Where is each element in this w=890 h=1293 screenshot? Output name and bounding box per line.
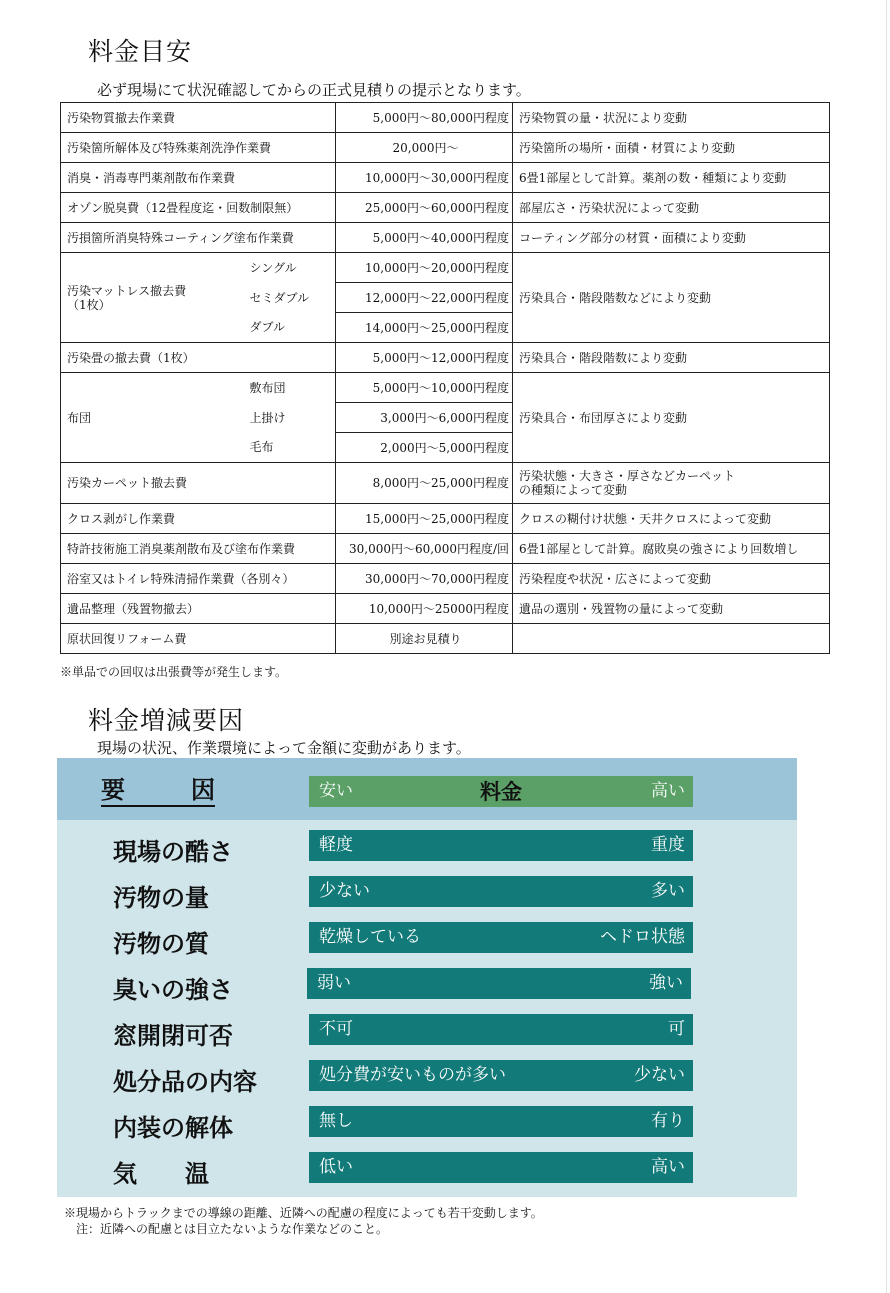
- mattress-sub-price: 10,000円～20,000円程度: [336, 253, 513, 283]
- row-item: 汚染箇所解体及び特殊薬剤洗浄作業費: [61, 133, 336, 163]
- row-item: 原状回復リフォーム費: [61, 624, 336, 654]
- row-price: 20,000円～: [336, 133, 513, 163]
- factor-bar: [309, 876, 693, 907]
- factor-high: 可: [668, 1019, 685, 1039]
- factor-bar: [309, 1152, 693, 1183]
- row-item: 汚染物質撤去作業費: [61, 103, 336, 133]
- row-note: 汚染程度や状況・広さによって変動: [513, 564, 830, 594]
- table-row: [61, 133, 830, 163]
- row-price: 30,000円～70,000円程度: [336, 564, 513, 594]
- row-item: 汚損箇所消臭特殊コーティング塗布作業費: [61, 223, 336, 253]
- factor-panel-header: [57, 758, 797, 820]
- row-price: 5,000円～12,000円程度: [336, 343, 513, 373]
- factor-high: 重度: [651, 835, 685, 855]
- futon-sub-label: 敷布団: [244, 373, 336, 403]
- table-row: [61, 463, 830, 504]
- table-row-mattress: [61, 253, 830, 283]
- factor-low: 少ない: [319, 881, 370, 901]
- carpet-note-line2: の種類によって変動: [519, 483, 628, 497]
- futon-sub-price: 5,000円～10,000円程度: [336, 373, 513, 403]
- table-row: [61, 223, 830, 253]
- factor-high: 強い: [649, 973, 683, 993]
- factor-panel: [57, 758, 797, 1197]
- row-note: [513, 463, 830, 504]
- table-row: [61, 103, 830, 133]
- row-note: 汚染具合・階段階数により変動: [513, 343, 830, 373]
- mattress-sub-price: 14,000円～25,000円程度: [336, 313, 513, 343]
- price-scale-bar: [309, 776, 693, 807]
- mattress-note: 汚染具合・階段階数などにより変動: [513, 253, 830, 343]
- table-row: [61, 564, 830, 594]
- price-scale-high: 高い: [651, 781, 685, 801]
- row-price: 10,000円～25000円程度: [336, 594, 513, 624]
- factor-bar: [309, 922, 693, 953]
- table-row: [61, 504, 830, 534]
- row-price: 10,000円～30,000円程度: [336, 163, 513, 193]
- row-price: 5,000円～80,000円程度: [336, 103, 513, 133]
- mattress-item-count: （1枚）: [67, 297, 111, 312]
- futon-note: 汚染具合・布団厚さにより変動: [513, 373, 830, 463]
- row-note: 遺品の選別・残置物の量によって変動: [513, 594, 830, 624]
- factor-low: 乾燥している: [319, 927, 421, 947]
- row-item: オゾン脱臭費（12畳程度迄・回数制限無）: [61, 193, 336, 223]
- row-price: 別途お見積り: [336, 624, 513, 654]
- carpet-note-line1: 汚染状態・大きさ・厚さなどカーペット: [519, 469, 736, 483]
- table-row-futon: [61, 373, 830, 403]
- factor-name: 汚物の質: [113, 929, 209, 958]
- heading-underline: [101, 805, 215, 807]
- row-item: 汚染カーペット撤去費: [61, 463, 336, 504]
- factor-name: 気 温: [113, 1159, 209, 1188]
- factor-low: 弱い: [317, 973, 351, 993]
- table-row: [61, 624, 830, 654]
- price-scale-center: 料金: [480, 779, 522, 804]
- factor-name: 現場の酷さ: [113, 837, 233, 866]
- price-table: [60, 102, 830, 654]
- row-note: 部屋広さ・汚染状況によって変動: [513, 193, 830, 223]
- factors-footnote: ※現場からトラックまでの導線の距離、近隣への配慮の程度によっても若干変動します。: [64, 1206, 543, 1220]
- row-note: 汚染箇所の場所・面積・材質により変動: [513, 133, 830, 163]
- factor-high: ヘドロ状態: [600, 927, 685, 947]
- factor-bar: [309, 1106, 693, 1137]
- mattress-item-label: 汚染マットレス撤去費: [67, 283, 187, 298]
- factor-name: 汚物の量: [113, 883, 209, 912]
- page-edge-rule: [886, 0, 887, 1293]
- row-price: 30,000円～60,000円程度/回: [336, 534, 513, 564]
- mattress-sub-label: ダブル: [244, 313, 336, 343]
- table-row: [61, 534, 830, 564]
- mattress-sub-price: 12,000円～22,000円程度: [336, 283, 513, 313]
- factor-name: 内装の解体: [113, 1113, 233, 1142]
- factor-high: 高い: [651, 1157, 685, 1177]
- factor-low: 処分費が安いものが多い: [319, 1065, 506, 1085]
- section-subtitle-factors: 現場の状況、作業環境によって金額に変動があります。: [97, 739, 471, 757]
- mattress-sub-label: セミダブル: [244, 283, 336, 313]
- row-note: クロスの糊付け状態・天井クロスによって変動: [513, 504, 830, 534]
- row-item: 消臭・消毒専門薬剤散布作業費: [61, 163, 336, 193]
- price-scale-low: 安い: [319, 781, 353, 801]
- factor-high: 多い: [651, 881, 685, 901]
- futon-item: 布団: [61, 373, 244, 463]
- factor-bar: [307, 968, 691, 999]
- table-row: [61, 343, 830, 373]
- factor-bar: [309, 830, 693, 861]
- row-item: 遺品整理（残置物撤去）: [61, 594, 336, 624]
- row-price: 15,000円～25,000円程度: [336, 504, 513, 534]
- factor-name: 窓開閉可否: [113, 1021, 233, 1050]
- row-note: 汚染物質の量・状況により変動: [513, 103, 830, 133]
- row-item: 汚染畳の撤去費（1枚）: [61, 343, 336, 373]
- futon-sub-price: 3,000円～6,000円程度: [336, 403, 513, 433]
- factor-bar: [309, 1060, 693, 1091]
- factors-note: 注：近隣への配慮とは目立たないような作業などのこと。: [76, 1222, 389, 1236]
- factor-low: 無し: [319, 1111, 353, 1131]
- table-row: [61, 193, 830, 223]
- factor-name: 処分品の内容: [113, 1067, 257, 1096]
- futon-sub-price: 2,000円～5,000円程度: [336, 433, 513, 463]
- mattress-sub-label: シングル: [244, 253, 336, 283]
- row-note: 6畳1部屋として計算。腐敗臭の強さにより回数増し: [513, 534, 830, 564]
- table-row: [61, 163, 830, 193]
- factor-high: 少ない: [634, 1065, 685, 1085]
- row-price: 25,000円～60,000円程度: [336, 193, 513, 223]
- row-note: [513, 624, 830, 654]
- factor-heading-char1: 要: [101, 775, 125, 804]
- factor-column-heading: [101, 776, 215, 804]
- row-item: 特許技術施工消臭薬剤散布及び塗布作業費: [61, 534, 336, 564]
- section-title-price-guide: 料金目安: [88, 37, 193, 66]
- factor-name: 臭いの強さ: [113, 975, 233, 1004]
- factor-heading-char2: 因: [191, 775, 215, 804]
- row-item: 浴室又はトイレ特殊清掃作業費（各別々）: [61, 564, 336, 594]
- section-subtitle-price-guide: 必ず現場にて状況確認してからの正式見積りの提示となります。: [97, 81, 531, 99]
- row-item: クロス剥がし作業費: [61, 504, 336, 534]
- factor-high: 有り: [651, 1111, 685, 1131]
- factor-bar: [309, 1014, 693, 1045]
- row-price: 5,000円～40,000円程度: [336, 223, 513, 253]
- mattress-item: [61, 253, 244, 343]
- row-note: コーティング部分の材質・面積により変動: [513, 223, 830, 253]
- factor-low: 不可: [319, 1019, 353, 1039]
- row-price: 8,000円～25,000円程度: [336, 463, 513, 504]
- price-footnote: ※単品での回収は出張費等が発生します。: [60, 665, 288, 679]
- row-note: 6畳1部屋として計算。薬剤の数・種類により変動: [513, 163, 830, 193]
- factor-low: 軽度: [319, 835, 353, 855]
- futon-sub-label: 上掛け: [244, 403, 336, 433]
- factor-low: 低い: [319, 1157, 353, 1177]
- section-title-factors: 料金増減要因: [88, 706, 245, 735]
- futon-sub-label: 毛布: [244, 433, 336, 463]
- table-row: [61, 594, 830, 624]
